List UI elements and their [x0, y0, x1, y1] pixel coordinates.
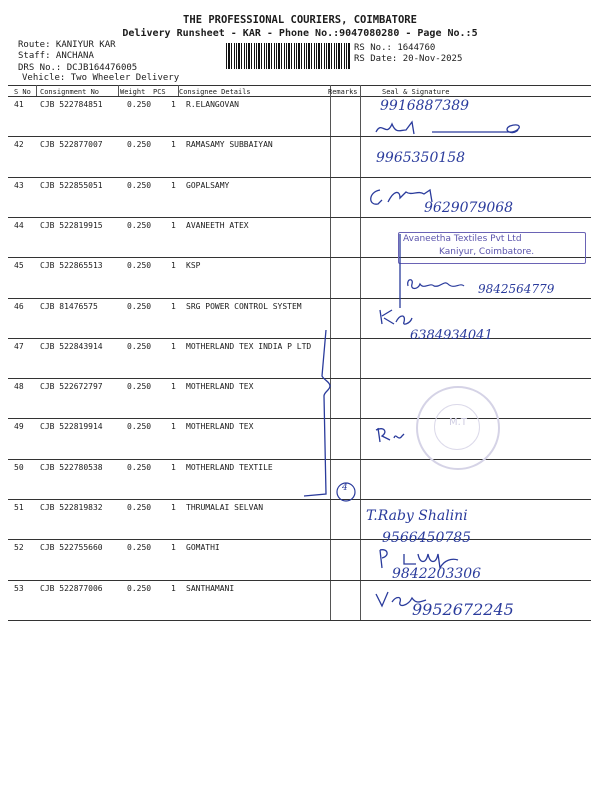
row-consignee: GOPALSAMY [186, 180, 230, 190]
row-sno: 44 [14, 220, 24, 230]
row-sno: 42 [14, 140, 24, 150]
row-divider [8, 177, 591, 178]
col-divider [36, 85, 37, 96]
row-sno: 48 [14, 382, 24, 392]
handwritten-phone: 6384934041 [410, 328, 493, 343]
row-weight: 0.250 [127, 422, 152, 432]
handwritten-phone: 9629079068 [424, 200, 514, 216]
row-sno: 41 [14, 100, 24, 109]
row-sno: 50 [14, 462, 24, 472]
route-label: Route: KANIYUR KAR [18, 40, 116, 50]
row-weight: 0.250 [127, 543, 152, 553]
handwritten-name: T.Raby Shalini [366, 508, 468, 524]
handwritten-phone: 9842203306 [392, 566, 482, 582]
row-sno: 43 [14, 180, 24, 190]
row-pcs: 1 [171, 503, 176, 512]
row-consignment-no: CJB 522819915 [40, 220, 103, 230]
signature-mark [376, 306, 416, 328]
row-sno: 49 [14, 422, 24, 432]
row-consignment-no: CJB 522672797 [40, 382, 103, 392]
bracket-mark [394, 232, 404, 312]
row-consignee: MOTHERLAND TEXTILE [186, 462, 273, 472]
seal-center: M.T [449, 417, 467, 428]
col-header-consignee: Consignee Details [179, 88, 251, 96]
runsheet-subtitle: Delivery Runsheet - KAR - Phone No.:9047080280 - Page No.:5 [122, 28, 478, 39]
vehicle-label: Vehicle: Two Wheeler Delivery [22, 73, 180, 83]
row-pcs: 1 [171, 422, 176, 432]
row-sno: 52 [14, 543, 24, 553]
row-consignment-no: CJB 522877006 [40, 583, 103, 593]
row-weight: 0.250 [127, 180, 152, 190]
row-weight: 0.250 [127, 341, 152, 351]
row-consignment-no: CJB 81476575 [40, 301, 98, 311]
col-header-seal: Seal & Signature [382, 88, 450, 96]
row-sno: 46 [14, 301, 24, 311]
row-consignment-no: CJB 522819914 [40, 422, 103, 432]
row-sno: 51 [14, 503, 24, 512]
table-top-line [8, 85, 591, 86]
row-pcs: 1 [171, 462, 176, 472]
row-consignee: MOTHERLAND TEX INDIA P LTD [186, 341, 312, 351]
row-consignment-no: CJB 522855051 [40, 180, 103, 190]
drs-number: DRS No.: DCJB164476005 [18, 63, 138, 73]
signature-mark [372, 424, 412, 446]
row-consignment-no: CJB 522755660 [40, 543, 103, 553]
staff-label: Staff: ANCHANA [18, 51, 94, 61]
row-consignee: RAMASAMY SUBBAIYAN [186, 140, 273, 150]
bracket-mark [300, 326, 360, 506]
col-header-pcs: PCS [153, 88, 166, 96]
row-consignee: THRUMALAI SELVAN [186, 503, 264, 512]
seal-line: Kaniyur, Coimbatore. [439, 247, 535, 257]
row-weight: 0.250 [127, 140, 152, 150]
company-title: THE PROFESSIONAL COURIERS, COIMBATORE [183, 14, 417, 26]
round-seal [416, 386, 500, 470]
row-sno: 45 [14, 261, 24, 271]
row-weight: 0.250 [127, 503, 152, 512]
row-weight: 0.250 [127, 100, 152, 109]
row-consignee: GOMATHI [186, 543, 220, 553]
row-sno: 47 [14, 341, 24, 351]
company-seal [398, 232, 586, 264]
rs-number: RS No.: 1644760 [354, 43, 436, 53]
row-pcs: 1 [171, 100, 176, 109]
row-divider [8, 217, 591, 218]
handwritten-phone: 9566450785 [382, 530, 472, 546]
row-weight: 0.250 [127, 382, 152, 392]
row-consignee: R.ELANGOVAN [186, 100, 239, 109]
row-pcs: 1 [171, 140, 176, 150]
handwritten-phone: 9842564779 [478, 282, 555, 296]
row-consignee: MOTHERLAND TEX [186, 422, 254, 432]
row-weight: 0.250 [127, 301, 152, 311]
row-consignment-no: CJB 522877007 [40, 140, 103, 150]
handwritten-phone: 9952672245 [412, 600, 514, 619]
rs-date: RS Date: 20-Nov-2025 [354, 54, 463, 64]
row-weight: 0.250 [127, 583, 152, 593]
col-header-weight: Weight [120, 88, 146, 96]
row-consignment-no: CJB 522784851 [40, 100, 103, 109]
row-consignee: SRG POWER CONTROL SYSTEM [186, 301, 302, 311]
row-sno: 53 [14, 583, 24, 593]
col-header-remarks: Remarks [328, 88, 358, 96]
row-pcs: 1 [171, 180, 176, 190]
bracket-count: 4 [342, 483, 348, 493]
handwritten-phone: 9916887389 [380, 98, 470, 114]
col-header-consignment: Consignment No [40, 88, 100, 96]
signature-mark [404, 276, 484, 296]
row-consignment-no: CJB 522843914 [40, 341, 103, 351]
header-bottom-line [8, 96, 591, 97]
row-pcs: 1 [171, 341, 176, 351]
row-divider [8, 298, 591, 299]
row-weight: 0.250 [127, 220, 152, 230]
col-header-sno: S No [14, 88, 31, 96]
row-divider [8, 580, 591, 581]
col-divider [118, 85, 119, 96]
row-weight: 0.250 [127, 462, 152, 472]
row-consignment-no: CJB 522865513 [40, 261, 103, 271]
row-consignee: SANTHAMANI [186, 583, 235, 593]
row-pcs: 1 [171, 261, 176, 271]
row-pcs: 1 [171, 220, 176, 230]
row-consignment-no: CJB 522819832 [40, 503, 103, 512]
row-consignment-no: CJB 522780538 [40, 462, 103, 472]
row-pcs: 1 [171, 583, 176, 593]
row-consignee: AVANEETH ATEX [186, 220, 249, 230]
row-consignee: KSP [186, 261, 201, 271]
seal-line: Avaneetha Textiles Pvt Ltd [403, 234, 522, 244]
signature-mark [372, 118, 522, 140]
row-pcs: 1 [171, 382, 176, 392]
barcode [226, 43, 350, 69]
row-divider [8, 620, 591, 621]
row-weight: 0.250 [127, 261, 152, 271]
row-consignee: MOTHERLAND TEX [186, 382, 254, 392]
row-divider [8, 539, 591, 540]
row-pcs: 1 [171, 543, 176, 553]
row-pcs: 1 [171, 301, 176, 311]
handwritten-phone: 9965350158 [376, 150, 466, 166]
